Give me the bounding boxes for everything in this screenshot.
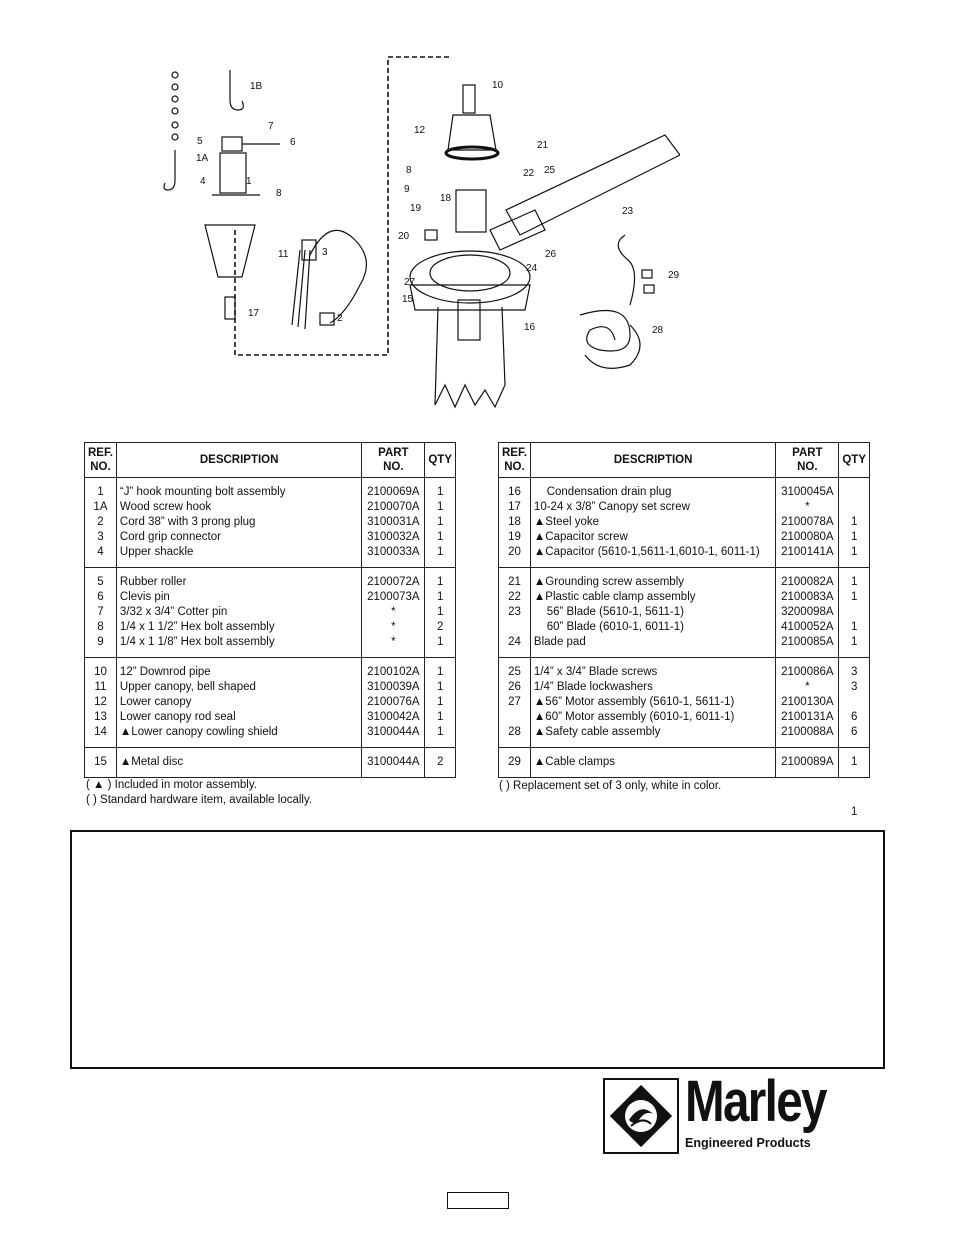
table-header-row (85, 443, 456, 478)
desc-value: 56” Blade (5610-1, 5611-1) (533, 606, 684, 618)
svg-text:5: 5 (197, 136, 203, 147)
qty-value: 3 (850, 681, 858, 693)
qty-value: 1 (436, 576, 444, 588)
ref-value: 16 (508, 486, 521, 498)
ref-value: 14 (94, 726, 107, 738)
svg-text:8: 8 (276, 188, 282, 199)
desc-value: “J” hook mounting bolt assembly (119, 486, 286, 498)
qty-value: 1 (850, 756, 858, 768)
cell-qty (425, 568, 456, 658)
marley-emblem-icon (603, 1078, 679, 1154)
part-value: 3100032A (367, 531, 420, 543)
svg-text:1: 1 (246, 176, 252, 187)
desc-value: Wood screw hook (119, 501, 212, 513)
ref-value: 1 (97, 486, 104, 498)
table-header-row (499, 443, 870, 478)
marley-logo (603, 1069, 858, 1158)
ref-value: 18 (508, 516, 521, 528)
svg-text:18: 18 (440, 193, 452, 204)
qty-value: 1 (436, 591, 444, 603)
qty-value: 1 (436, 546, 444, 558)
note-included-in-motor: ( ▲ ) Included in motor assembly. (86, 779, 257, 791)
desc-value: ▲Capacitor screw (533, 531, 628, 543)
desc-value: 1/4” x 3/4” Blade screws (533, 666, 658, 678)
ref-value: 27 (508, 696, 521, 708)
desc-value: ▲Grounding screw assembly (533, 576, 685, 588)
desc-value: ▲Lower canopy cowling shield (119, 726, 278, 738)
qty-value: 1 (850, 621, 858, 633)
svg-text:3: 3 (322, 247, 328, 258)
qty-value: 1 (436, 516, 444, 528)
part-value: 2100089A (781, 756, 834, 768)
header-description: DESCRIPTION (530, 443, 775, 478)
svg-text:28: 28 (652, 325, 664, 336)
qty-value: 1 (850, 576, 858, 588)
part-value: 3100039A (367, 681, 420, 693)
svg-text:19: 19 (410, 203, 422, 214)
cell-ref (499, 478, 531, 568)
part-value: 2100086A (781, 666, 834, 678)
parts-table-right (498, 442, 870, 778)
ref-value: 2 (97, 516, 104, 528)
ref-value: 9 (97, 636, 104, 648)
desc-value: Cord 38” with 3 prong plug (119, 516, 256, 528)
svg-text:1A: 1A (196, 153, 209, 164)
cell-part (362, 748, 425, 778)
qty-value: 1 (436, 666, 444, 678)
svg-text:27: 27 (404, 277, 416, 288)
desc-value: ▲Steel yoke (533, 516, 600, 528)
table-row (499, 748, 870, 778)
svg-text:26: 26 (545, 249, 557, 260)
cell-ref (85, 478, 117, 568)
part-value: * (805, 501, 810, 513)
ref-value: 15 (94, 756, 107, 768)
desc-value: Upper canopy, bell shaped (119, 681, 256, 693)
exploded-parts-diagram (160, 45, 680, 415)
header-qty: QTY (839, 443, 870, 478)
table-row (499, 478, 870, 568)
cell-qty (839, 658, 870, 748)
ref-value: 5 (97, 576, 104, 588)
svg-text:17: 17 (248, 308, 260, 319)
header-part-no: PART NO. (776, 443, 839, 478)
cell-ref (85, 568, 117, 658)
header-description: DESCRIPTION (116, 443, 361, 478)
desc-value: ▲Capacitor (5610-1,5611-1,6010-1, 6011-1) (533, 546, 760, 558)
svg-text:15: 15 (402, 294, 414, 305)
qty-value (842, 500, 866, 515)
qty-value: 1 (436, 486, 444, 498)
cell-part (776, 478, 839, 568)
qty-value (842, 605, 866, 620)
ref-value: 8 (97, 621, 104, 633)
part-value: 3100044A (367, 726, 420, 738)
qty-value: 1 (436, 696, 444, 708)
qty-value: 2 (436, 756, 444, 768)
desc-value: 1/4” Blade lockwashers (533, 681, 653, 693)
part-value: 2100130A (781, 696, 834, 708)
desc-value: Upper shackle (119, 546, 194, 558)
svg-text:23: 23 (622, 206, 634, 217)
header-ref-no: REF. NO. (499, 443, 531, 478)
ref-value: 6 (97, 591, 104, 603)
ref-value: 1A (93, 501, 108, 513)
stray-qty-value: 1 (851, 806, 858, 818)
qty-value: 1 (850, 546, 858, 558)
cell-qty (425, 478, 456, 568)
desc-value: 60” Blade (6010-1, 6011-1) (533, 621, 684, 633)
desc-value: Lower canopy rod seal (119, 711, 236, 723)
ref-value (502, 710, 527, 725)
desc-value: ▲Cable clamps (533, 756, 615, 768)
ref-value: 4 (97, 546, 104, 558)
desc-value: Lower canopy (119, 696, 192, 708)
svg-text:6: 6 (290, 137, 296, 148)
fan-exploded-view (160, 45, 680, 415)
svg-text:1B: 1B (250, 81, 263, 92)
part-value: * (391, 606, 396, 618)
svg-text:20: 20 (398, 231, 410, 242)
part-value: * (391, 621, 396, 633)
cell-part (362, 478, 425, 568)
diagram-callouts (196, 80, 680, 336)
desc-value: Blade pad (533, 636, 586, 648)
qty-value: 1 (850, 591, 858, 603)
part-value: 3100042A (367, 711, 420, 723)
cell-qty (839, 478, 870, 568)
ref-value (502, 620, 527, 635)
desc-value: 1/4 x 1 1/8” Hex bolt assembly (119, 636, 275, 648)
desc-value: 1/4 x 1 1/2” Hex bolt assembly (119, 621, 275, 633)
svg-text:22: 22 (523, 168, 535, 179)
desc-value: ▲Plastic cable clamp assembly (533, 591, 696, 603)
ref-value: 23 (508, 606, 521, 618)
ref-value: 7 (97, 606, 104, 618)
cell-desc (530, 658, 775, 748)
ref-value: 25 (508, 666, 521, 678)
qty-value: 2 (436, 621, 444, 633)
cell-desc (116, 658, 361, 748)
part-value: 2100083A (781, 591, 834, 603)
svg-text:7: 7 (268, 121, 274, 132)
cell-desc (530, 568, 775, 658)
svg-text:10: 10 (492, 80, 504, 91)
ref-value: 10 (94, 666, 107, 678)
page-number-box (447, 1192, 509, 1209)
ref-value: 17 (508, 501, 521, 513)
qty-value (842, 485, 866, 500)
ref-value: 24 (508, 636, 521, 648)
desc-value: ▲Safety cable assembly (533, 726, 661, 738)
qty-value: 1 (850, 531, 858, 543)
svg-text:12: 12 (414, 125, 426, 136)
desc-value: ▲Metal disc (119, 756, 184, 768)
table-row (85, 478, 456, 568)
part-value: 2100131A (781, 711, 834, 723)
part-value: 3100044A (367, 756, 420, 768)
table-row (499, 658, 870, 748)
svg-text:24: 24 (526, 263, 538, 274)
svg-text:8: 8 (406, 165, 412, 176)
ref-value: 19 (508, 531, 521, 543)
table-row (85, 748, 456, 778)
table-body (499, 478, 870, 778)
cell-part (362, 658, 425, 748)
header-ref-no: REF. NO. (85, 443, 117, 478)
desc-value: 3/32 x 3/4” Cotter pin (119, 606, 228, 618)
note-standard-hardware: ( ) Standard hardware item, available locally. (86, 794, 313, 806)
part-value: 2100078A (781, 516, 834, 528)
qty-value: 3 (850, 666, 858, 678)
part-value: 2100073A (367, 591, 420, 603)
desc-value: 10-24 x 3/8” Canopy set screw (533, 501, 690, 513)
svg-text:16: 16 (524, 322, 536, 333)
svg-text:4: 4 (200, 176, 206, 187)
ref-value: 26 (508, 681, 521, 693)
part-value: 2100102A (367, 666, 420, 678)
part-value: 3200098A (781, 606, 834, 618)
qty-value: 1 (436, 501, 444, 513)
qty-value (842, 695, 866, 710)
ref-value: 12 (94, 696, 107, 708)
table-row (499, 568, 870, 658)
qty-value: 1 (436, 636, 444, 648)
qty-value: 1 (436, 681, 444, 693)
part-value: 2100076A (367, 696, 420, 708)
cell-desc (116, 568, 361, 658)
svg-text:2: 2 (337, 313, 343, 324)
cell-desc (530, 748, 775, 778)
cell-ref (499, 658, 531, 748)
part-value: 2100080A (781, 531, 834, 543)
desc-value: ▲56” Motor assembly (5610-1, 5611-1) (533, 696, 735, 708)
svg-text:9: 9 (404, 184, 410, 195)
cell-part (776, 568, 839, 658)
cell-part (776, 658, 839, 748)
part-value: 2100085A (781, 636, 834, 648)
desc-value: 12” Downrod pipe (119, 666, 211, 678)
part-value: * (391, 636, 396, 648)
qty-value: 6 (850, 726, 858, 738)
svg-text:25: 25 (544, 165, 556, 176)
table-row (85, 658, 456, 748)
cell-qty (425, 748, 456, 778)
desc-value: Rubber roller (119, 576, 187, 588)
header-part-no: PART NO. (362, 443, 425, 478)
cell-part (776, 748, 839, 778)
ref-value: 11 (94, 681, 107, 693)
svg-text:11: 11 (278, 249, 289, 260)
desc-value: ▲60” Motor assembly (6010-1, 6011-1) (533, 711, 735, 723)
part-value: * (805, 681, 810, 693)
ref-value: 22 (508, 591, 521, 603)
svg-text:21: 21 (537, 140, 549, 151)
part-value: 2100088A (781, 726, 834, 738)
cell-desc (116, 478, 361, 568)
part-value: 3100045A (781, 486, 834, 498)
header-qty: QTY (425, 443, 456, 478)
cell-desc (530, 478, 775, 568)
desc-value: Condensation drain plug (533, 486, 672, 498)
part-value: 2100072A (367, 576, 420, 588)
cell-desc (116, 748, 361, 778)
qty-value: 1 (436, 531, 444, 543)
qty-value: 1 (436, 726, 444, 738)
parts-table-left (84, 442, 456, 778)
empty-content-box (70, 830, 885, 1069)
ref-value: 3 (97, 531, 104, 543)
qty-value: 1 (850, 516, 858, 528)
cell-part (362, 568, 425, 658)
part-value: 3100031A (367, 516, 420, 528)
desc-value: Clevis pin (119, 591, 170, 603)
note-replacement-set: ( ) Replacement set of 3 only, white in color. (499, 780, 722, 792)
cell-ref (85, 658, 117, 748)
qty-value: 1 (436, 711, 444, 723)
desc-value: Cord grip connector (119, 531, 221, 543)
cell-ref (499, 748, 531, 778)
part-value: 2100082A (781, 576, 834, 588)
table-body (85, 478, 456, 778)
cell-ref (85, 748, 117, 778)
ref-value: 29 (508, 756, 521, 768)
cell-ref (499, 568, 531, 658)
qty-value: 1 (436, 606, 444, 618)
ref-value: 21 (508, 576, 521, 588)
cell-qty (839, 748, 870, 778)
part-value: 3100033A (367, 546, 420, 558)
ref-value: 20 (508, 546, 521, 558)
table-row (85, 568, 456, 658)
part-value: 2100070A (367, 501, 420, 513)
cell-qty (839, 568, 870, 658)
part-value: 2100069A (367, 486, 420, 498)
part-value: 4100052A (781, 621, 834, 633)
logo-wordmark: Marley (685, 1069, 826, 1134)
logo-subtitle: Engineered Products (685, 1136, 811, 1150)
part-value: 2100141A (781, 546, 834, 558)
ref-value: 28 (508, 726, 521, 738)
ref-value: 13 (94, 711, 107, 723)
qty-value: 6 (850, 711, 858, 723)
svg-text:29: 29 (668, 270, 680, 281)
cell-qty (425, 658, 456, 748)
qty-value: 1 (850, 636, 858, 648)
